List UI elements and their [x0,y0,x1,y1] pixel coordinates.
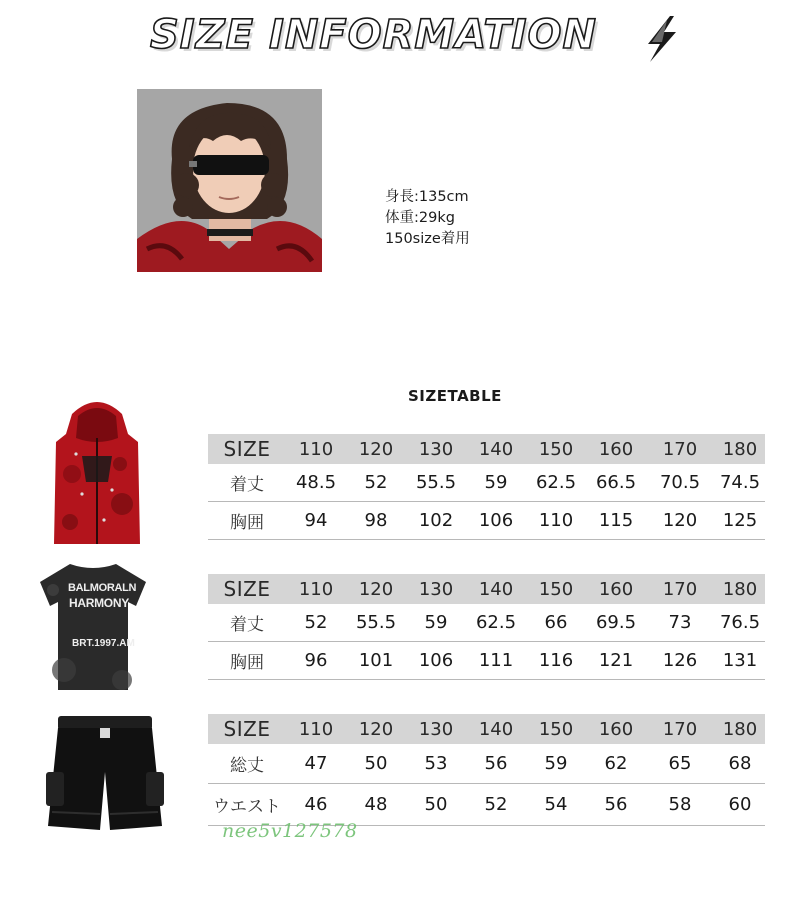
table-cell: 102 [418,510,454,531]
table-cell: 125 [722,510,758,531]
table-cell: 46 [304,794,328,815]
model-info [385,187,470,250]
size-cell: 140 [478,578,514,600]
table-cell: 56 [604,794,628,815]
size-cell: 110 [298,718,334,740]
size-cell: 130 [418,578,454,600]
table-cell: 115 [598,510,634,531]
table-cell: 50 [424,794,448,815]
table-cell: 56 [484,753,508,774]
table-cell: 110 [538,510,574,531]
row-label: 着丈 [230,615,264,635]
table-cell: 60 [728,794,752,815]
table-cell: 59 [484,472,508,493]
table-cell: 74.5 [719,472,761,493]
row-label: 胸囲 [230,513,264,533]
table-cell: 66 [544,612,568,633]
table-cell: 96 [304,650,328,671]
vest-size-table [208,434,765,540]
watermark: nee5v127578 [222,820,358,842]
size-cell: 120 [358,438,394,460]
table-cell: 73 [668,612,692,633]
table-cell: 106 [478,510,514,531]
table-header-row [208,714,765,744]
shorts-size-table [208,714,765,826]
table-cell: 68 [728,753,752,774]
table-cell: 131 [722,650,758,671]
table-header-row [208,434,765,464]
table-cell: 55.5 [415,472,457,493]
model-size-worn: 150size着用 [385,231,470,247]
table-cell: 52 [364,472,388,493]
table-cell: 101 [358,650,394,671]
table-row [208,502,765,540]
row-label: 総丈 [230,756,264,776]
table-cell: 48.5 [295,472,337,493]
page-title-block [150,12,690,68]
size-cell: 140 [478,438,514,460]
row-label: SIZE [223,577,271,601]
table-cell: 54 [544,794,568,815]
tshirt-print-line-2: HARMONY [69,596,129,610]
table-row [208,642,765,680]
tshirt-product-image [38,560,148,692]
table-header-row [208,574,765,604]
table-cell: 66.5 [595,472,637,493]
table-cell: 58 [668,794,692,815]
table-cell: 65 [668,753,692,774]
size-cell: 130 [418,718,454,740]
size-cell: 180 [722,578,758,600]
table-cell: 126 [662,650,698,671]
row-label: 胸囲 [230,653,264,673]
vest-product-image [42,394,152,546]
table-cell: 62 [604,753,628,774]
tshirt-print-line-1: BALMORALN [68,582,137,594]
size-cell: 110 [298,438,334,460]
table-row [208,744,765,784]
model-height: 身長:135cm [385,189,469,205]
size-cell: 150 [538,438,574,460]
tshirt-print-line-3: BRT.1997.AM [72,638,135,649]
size-cell: 170 [662,438,698,460]
size-cell: 170 [662,578,698,600]
size-cell: 160 [598,438,634,460]
size-cell: 150 [538,578,574,600]
table-cell: 52 [484,794,508,815]
table-cell: 59 [424,612,448,633]
table-cell: 55.5 [355,612,397,633]
size-cell: 180 [722,718,758,740]
shorts-product-image [44,714,166,834]
size-cell: 110 [298,578,334,600]
table-cell: 59 [544,753,568,774]
table-cell: 111 [478,650,514,671]
table-cell: 47 [304,753,328,774]
tshirt-size-table [208,574,765,680]
row-label: ウエスト [213,797,281,817]
table-cell: 121 [598,650,634,671]
lightning-bolt-icon [640,14,684,64]
size-cell: 170 [662,718,698,740]
row-label: SIZE [223,437,271,461]
model-photo [137,89,322,272]
model-weight: 体重:29kg [385,210,455,226]
table-cell: 120 [662,510,698,531]
table-cell: 94 [304,510,328,531]
row-label: SIZE [223,717,271,741]
size-cell: 150 [538,718,574,740]
table-cell: 69.5 [595,612,637,633]
table-cell: 70.5 [659,472,701,493]
table-row [208,604,765,642]
size-cell: 160 [598,718,634,740]
table-cell: 106 [418,650,454,671]
size-table-title: SIZETABLE [408,387,502,405]
size-cell: 130 [418,438,454,460]
table-row [208,464,765,502]
table-cell: 53 [424,753,448,774]
table-cell: 62.5 [475,612,517,633]
size-cell: 140 [478,718,514,740]
page-title: SIZE INFORMATION [150,12,598,58]
size-cell: 120 [358,578,394,600]
size-cell: 120 [358,718,394,740]
table-cell: 52 [304,612,328,633]
row-label: 着丈 [230,475,264,495]
size-cell: 180 [722,438,758,460]
table-cell: 62.5 [535,472,577,493]
table-cell: 98 [364,510,388,531]
size-cell: 160 [598,578,634,600]
table-cell: 50 [364,753,388,774]
table-cell: 116 [538,650,574,671]
table-cell: 76.5 [719,612,761,633]
table-cell: 48 [364,794,388,815]
